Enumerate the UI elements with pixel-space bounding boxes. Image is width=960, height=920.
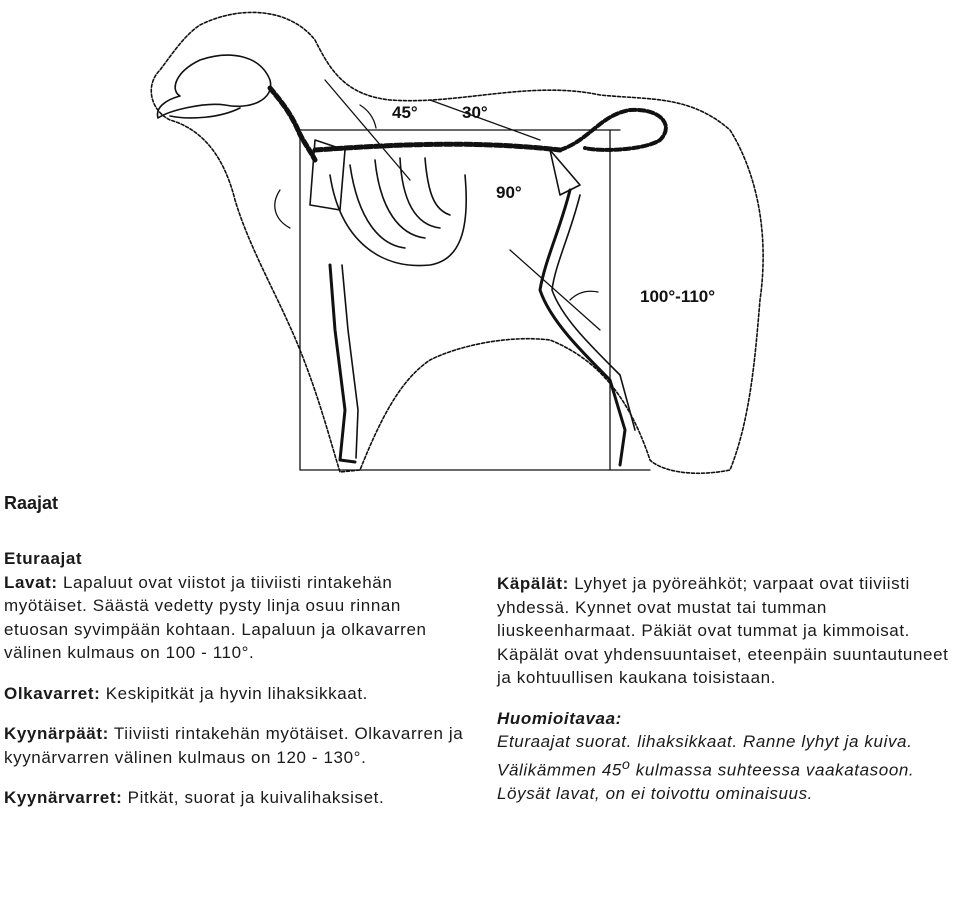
- angle-label-45: 45°: [392, 103, 418, 122]
- term-lavat: Lavat:: [4, 572, 58, 592]
- neck-spine: [270, 88, 315, 160]
- text-kapalat: Lyhyet ja pyöreähköt; varpaat ovat tiiviisti yhdessä. Kynnet ovat mustat tai tumman liuskeenharmaat. Päkiät ovat tummat ja kimmoisat. Käpälät ovat yhdensuuntaiset, eteenpäin suuntautuneet ja kohtuullisen kaukana toisistaan.: [497, 574, 949, 687]
- angle-label-90: 90°: [496, 183, 522, 202]
- note-degree-sup: o: [621, 756, 631, 773]
- paragraph-lavat: [4, 571, 470, 665]
- arc-shoulder: [275, 190, 290, 228]
- ribcage: [330, 175, 466, 266]
- note-text-part1: Eturaajat suorat. lihaksikkaat. Ranne lyhyt ja kuiva. Välikämmen 45: [497, 732, 913, 780]
- text-kyynarvarret: Pitkät, suorat ja kuivalihaksiset.: [122, 788, 385, 807]
- skeleton-illustration: [130, 0, 770, 490]
- paragraph-kyynarpaat: [4, 722, 470, 769]
- right-column: [497, 572, 957, 805]
- paragraph-kyynarvarret: [4, 786, 470, 810]
- skull: [157, 55, 270, 118]
- skeleton-svg: [130, 0, 770, 490]
- term-kyynarvarret: Kyynärvarret:: [4, 788, 123, 807]
- note-text-part2: kulmassa suhteessa vaakatasoon. Löysät lavat, on ei toivottu ominaisuus.: [497, 760, 915, 803]
- left-column: [4, 547, 470, 827]
- front-leg: [330, 265, 355, 462]
- angle-label-100-110: 100°-110°: [640, 287, 716, 306]
- term-kapalat: Käpälät:: [497, 574, 569, 593]
- text-olkavarret: Keskipitkät ja hyvin lihaksikkaat.: [100, 683, 368, 703]
- arc-hind: [570, 291, 598, 300]
- section-title: Raajat: [4, 493, 59, 513]
- note-text: [497, 730, 957, 805]
- spine: [315, 144, 560, 150]
- text-kyynarpaat: Tiiviisti rintakehän myötäiset. Olkavarren ja kyynärvarren välinen kulmaus on 120 - 130°.: [4, 724, 464, 767]
- pelvis: [550, 150, 580, 195]
- text-lavat: Lapaluut ovat viistot ja tiiviisti rintakehän myötäiset. Säästä vedetty pysty linja osuu rinnan etuosan syvimpään kohtaan. Lapaluun ja olkavarren välinen kulmaus on 100 - 110°.: [4, 572, 427, 662]
- note-title: Huomioitavaa:: [497, 708, 622, 728]
- paragraph-kapalat: [497, 572, 957, 690]
- hind-leg: [540, 190, 625, 465]
- term-olkavarret: Olkavarret:: [4, 683, 101, 703]
- term-kyynarpaat: Kyynärpäät:: [4, 724, 109, 743]
- paragraph-olkavarret: [4, 682, 470, 706]
- subsection-title: Eturaajat: [4, 549, 83, 568]
- fur-outline: [151, 12, 763, 473]
- angle-label-30: 30°: [462, 103, 488, 122]
